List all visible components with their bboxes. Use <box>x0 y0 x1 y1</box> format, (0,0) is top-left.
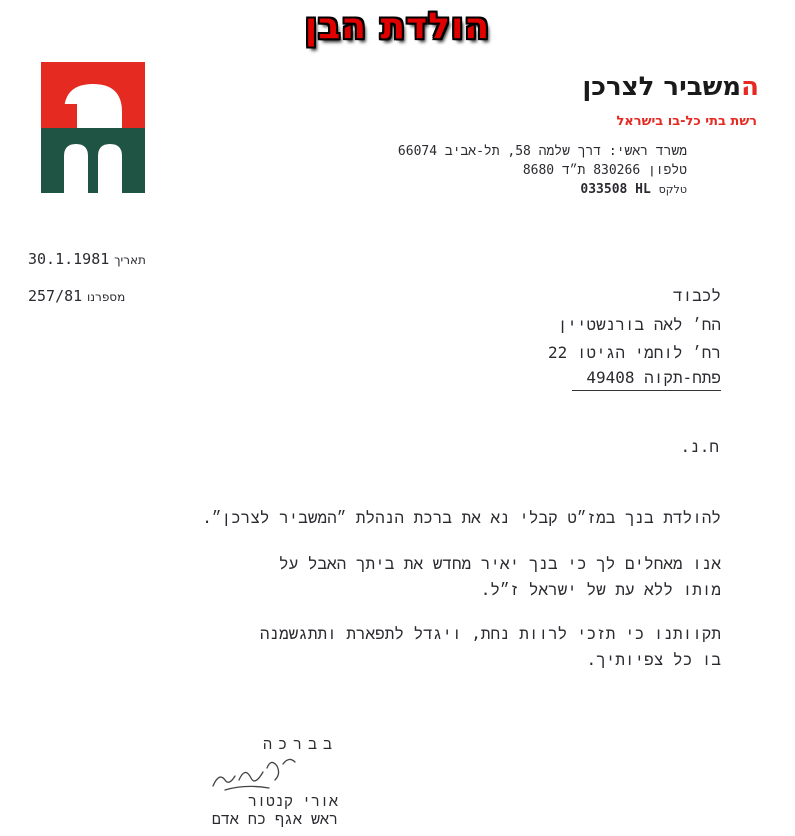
recipient-street: רח׳ לוחמי הגיטו 22 <box>548 343 721 362</box>
telex-label: טלקס <box>658 183 687 196</box>
recipient-to-label: לכבוד <box>672 286 721 305</box>
recipient-city: פתח-תקוה 49408 <box>572 368 721 391</box>
company-name-accent: ה <box>741 72 759 102</box>
recipient-name: הח׳ לאה בורנשטיין <box>557 315 721 334</box>
date-label: תאריך <box>114 253 146 267</box>
reference-value: 257/81 <box>28 287 83 305</box>
company-tagline: רשת בתי כל-בו בישראל <box>616 114 757 129</box>
closing-greeting: בברכה <box>262 735 338 753</box>
headline-title: הולדת הבן <box>304 6 491 47</box>
office-phone: טלפון 830266 ת״ד 8680 <box>522 163 687 178</box>
telex-value: 033508 HL <box>580 182 651 197</box>
company-name-rest: משביר לצרכן <box>582 72 742 102</box>
reference-label: מספרנו <box>86 290 126 304</box>
body-paragraph-3-line-2: בו כל צפיותיך. <box>586 650 721 669</box>
company-logo <box>41 62 145 193</box>
reference-block <box>28 287 198 305</box>
office-telex <box>580 182 687 197</box>
salutation: ח.נ. <box>680 437 719 456</box>
office-address: משרד ראשי: דרך שלמה 58, תל-אביב 66074 <box>397 144 687 159</box>
body-paragraph-2-line-1: אנו מאחלים לך כי בנך יאיר מחדש את ביתך האבל על <box>279 554 721 573</box>
signer-name: אורי קנטור <box>247 792 338 810</box>
body-paragraph-1: להולדת בנך במז״ט קבלי נא את ברכת הנהלת ״המשביר לצרכן״. <box>202 508 721 527</box>
company-name <box>582 72 759 102</box>
signer-title: ראש אגף כח אדם <box>211 810 338 828</box>
body-paragraph-3-line-1: תקוותנו כי תזכי לרוות נחת, ויגדל לתפארת ותתגשמנה <box>259 624 721 643</box>
date-value: 30.1.1981 <box>28 250 110 268</box>
body-paragraph-2-line-2: מותו ללא עת של ישראל ז״ל. <box>480 580 721 599</box>
handwritten-signature <box>205 750 305 794</box>
date-block <box>28 250 198 268</box>
